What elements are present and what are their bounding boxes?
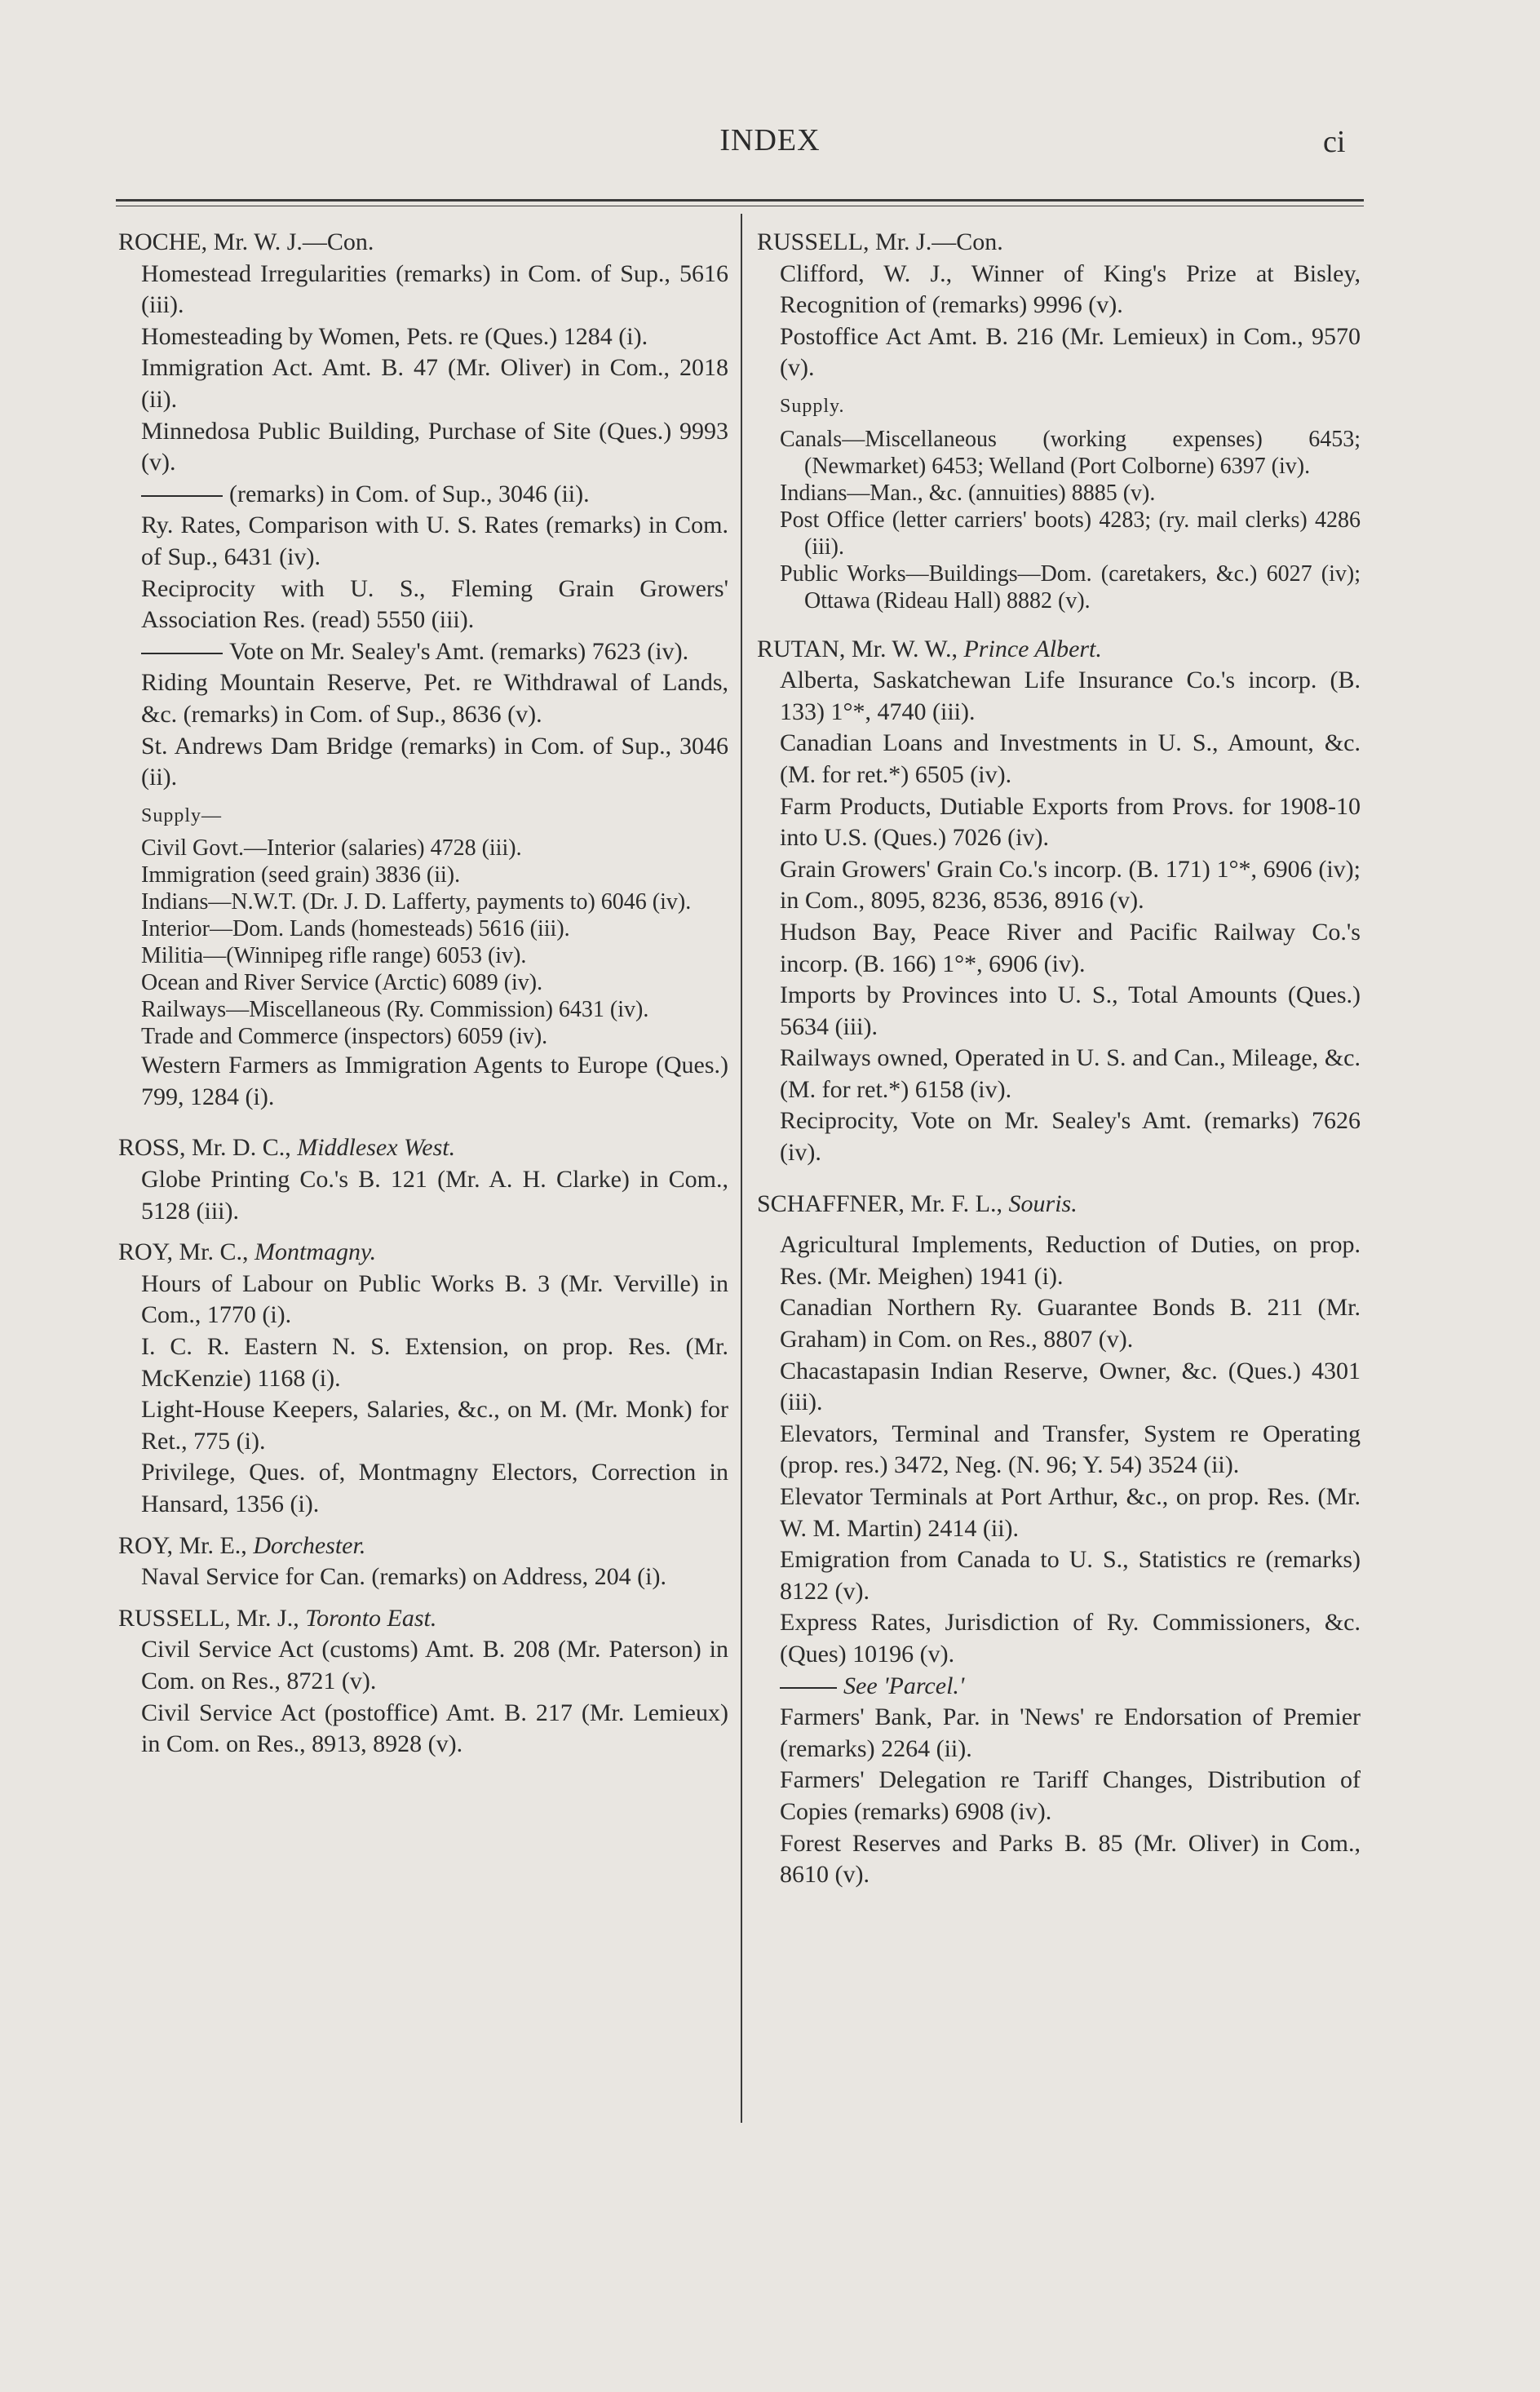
index-entry: Grain Growers' Grain Co.'s incorp. (B. 171) 1°*, 6906 (iv); in Com., 8095, 8236, 8536, 8916 (v).	[780, 855, 1361, 915]
member-riding: Dorchester.	[253, 1531, 366, 1559]
entry-heading	[118, 1132, 728, 1164]
index-entry	[118, 479, 728, 511]
cross-reference: See 'Parcel.'	[843, 1672, 965, 1699]
supply-entry: Ocean and River Service (Arctic) 6089 (iv).	[141, 970, 543, 996]
supply-entry: Trade and Commerce (inspectors) 6059 (iv).	[141, 1024, 548, 1050]
supply-entry: Indians—N.W.T. (Dr. J. D. Lafferty, payments to) 6046 (iv).	[141, 889, 692, 915]
supply-entry: Public Works—Buildings—Dom. (caretakers, &c.) 6027 (iv); Ottawa (Rideau Hall) 8882 (v).	[780, 560, 1361, 614]
index-entry	[757, 1671, 1361, 1703]
index-entry: Hours of Labour on Public Works B. 3 (Mr. Verville) in Com., 1770 (i).	[141, 1269, 728, 1329]
member-riding: Middlesex West.	[297, 1134, 456, 1162]
entry-text: Vote on Mr. Sealey's Amt. (remarks) 7623 (iv).	[229, 637, 689, 665]
index-entry: Globe Printing Co.'s B. 121 (Mr. A. H. Clarke) in Com., 5128 (iii).	[141, 1166, 728, 1225]
index-entry: Clifford, W. J., Winner of King's Prize at Bisley, Recognition of (remarks) 9996 (v).	[780, 259, 1361, 319]
index-entry: I. C. R. Eastern N. S. Extension, on prop. Res. (Mr. McKenzie) 1168 (i).	[141, 1333, 728, 1392]
index-entry: Minnedosa Public Building, Purchase of Site (Ques.) 9993 (v).	[141, 417, 728, 476]
index-entry: Riding Mountain Reserve, Pet. re Withdrawal of Lands, &c. (remarks) in Com. of Sup., 8636 (v).	[141, 669, 728, 728]
index-entry: Reciprocity, Vote on Mr. Sealey's Amt. (remarks) 7626 (iv).	[780, 1107, 1361, 1167]
index-entry: Forest Reserves and Parks B. 85 (Mr. Oliver) in Com., 8610 (v).	[780, 1829, 1361, 1889]
entry-heading: RUSSELL, Mr. J.—Con.	[757, 228, 1003, 255]
supply-entry: Immigration (seed grain) 3836 (ii).	[141, 862, 461, 888]
spacer	[757, 1169, 1361, 1189]
spacer	[118, 1113, 728, 1132]
spacer	[757, 1220, 1361, 1229]
index-entry: Canadian Northern Ry. Guarantee Bonds B. 211 (Mr. Graham) in Com. on Res., 8807 (v).	[780, 1294, 1361, 1353]
index-entry: Privilege, Ques. of, Montmagny Electors, Correction in Hansard, 1356 (i).	[141, 1459, 728, 1517]
ditto-dash	[141, 653, 223, 654]
supply-entry: Railways—Miscellaneous (Ry. Commission) 6431 (iv).	[141, 997, 649, 1023]
index-entry: Light-House Keepers, Salaries, &c., on M. (Mr. Monk) for Ret., 775 (i).	[141, 1396, 728, 1455]
index-entry: Canadian Loans and Investments in U. S., Amount, &c. (M. for ret.*) 6505 (iv).	[780, 729, 1361, 788]
index-entry: St. Andrews Dam Bridge (remarks) in Com. of Sup., 3046 (ii).	[141, 732, 728, 791]
supply-entry: Militia—(Winnipeg rifle range) 6053 (iv).	[141, 943, 527, 969]
index-entry: Elevator Terminals at Port Arthur, &c., on prop. Res. (Mr. W. M. Martin) 2414 (ii).	[780, 1483, 1361, 1542]
entry-heading	[757, 634, 1361, 666]
index-entry	[118, 636, 728, 668]
left-column	[118, 227, 728, 1761]
index-entry: Western Farmers as Immigration Agents to Europe (Ques.) 799, 1284 (i).	[141, 1052, 728, 1110]
index-entry: Civil Service Act (postoffice) Amt. B. 217 (Mr. Lemieux) in Com. on Res., 8913, 8928 (v).	[141, 1699, 728, 1758]
entry-heading	[118, 1603, 728, 1635]
index-entry: Farmers' Bank, Par. in 'News' re Endorsation of Premier (remarks) 2264 (ii).	[780, 1703, 1361, 1762]
index-entry: Alberta, Saskatchewan Life Insurance Co.'s incorp. (B. 133) 1°*, 4740 (iii).	[780, 667, 1361, 725]
index-entry: Reciprocity with U. S., Fleming Grain Growers' Association Res. (read) 5550 (iii).	[141, 574, 728, 634]
supply-entry: Post Office (letter carriers' boots) 4283; (ry. mail clerks) 4286 (iii).	[780, 507, 1361, 560]
index-entry: Imports by Provinces into U. S., Total Amounts (Ques.) 5634 (iii).	[780, 981, 1361, 1040]
index-entry: Railways owned, Operated in U. S. and Can., Mileage, &c. (M. for ret.*) 6158 (iv).	[780, 1044, 1361, 1103]
member-name: ROSS, Mr. D. C.,	[118, 1134, 298, 1162]
column-divider	[741, 214, 742, 2123]
index-entry: Postoffice Act Amt. B. 216 (Mr. Lemieux) in Com., 9570 (v).	[780, 322, 1361, 382]
spacer	[118, 1521, 728, 1530]
ditto-dash	[141, 495, 223, 497]
index-entry: Elevators, Terminal and Transfer, System re Operating (prop. res.) 3472, Neg. (N. 96; Y. 54) 3524 (ii).	[780, 1420, 1361, 1479]
entry-heading	[118, 1530, 728, 1562]
index-entry: Hudson Bay, Peace River and Pacific Railway Co.'s incorp. (B. 166) 1°*, 6906 (iv).	[780, 918, 1361, 977]
index-entry: Homesteading by Women, Pets. re (Ques.) 1284 (i).	[141, 322, 648, 350]
member-riding: Prince Albert.	[963, 635, 1102, 662]
index-entry: Homestead Irregularities (remarks) in Com. of Sup., 5616 (iii).	[141, 259, 728, 319]
supply-entry: Canals—Miscellaneous (working expenses) 6453; (Newmarket) 6453; Welland (Port Colborne) 6397 (iv).	[780, 426, 1361, 479]
index-entry: Express Rates, Jurisdiction of Ry. Commissioners, &c. (Ques) 10196 (v).	[780, 1609, 1361, 1668]
member-name: SCHAFFNER, Mr. F. L.,	[757, 1189, 1009, 1217]
supply-subheading: Supply—	[141, 804, 223, 826]
right-column	[757, 227, 1361, 1891]
member-name: RUSSELL, Mr. J.,	[118, 1604, 306, 1632]
spacer	[757, 614, 1361, 634]
page-title: INDEX	[719, 123, 821, 157]
entry-heading	[757, 1189, 1361, 1220]
member-name: RUTAN, Mr. W. W.,	[757, 635, 964, 662]
entry-heading: ROCHE, Mr. W. J.—Con.	[118, 228, 374, 255]
index-entry: Chacastapasin Indian Reserve, Owner, &c. (Ques.) 4301 (iii).	[780, 1357, 1361, 1416]
supply-entry: Interior—Dom. Lands (homesteads) 5616 (iii).	[141, 916, 570, 942]
entry-heading	[118, 1237, 728, 1269]
member-riding: Montmagny.	[254, 1238, 377, 1266]
member-riding: Souris.	[1008, 1189, 1078, 1217]
index-entry: Naval Service for Can. (remarks) on Address, 204 (i).	[141, 1563, 666, 1591]
member-name: ROY, Mr. C.,	[118, 1238, 254, 1266]
supply-subheading: Supply.	[780, 395, 845, 417]
entry-text: (remarks) in Com. of Sup., 3046 (ii).	[229, 480, 590, 507]
index-entry: Farmers' Delegation re Tariff Changes, Distribution of Copies (remarks) 6908 (iv).	[780, 1766, 1361, 1825]
index-entry: Ry. Rates, Comparison with U. S. Rates (remarks) in Com. of Sup., 6431 (iv).	[141, 512, 728, 570]
index-entry: Emigration from Canada to U. S., Statistics re (remarks) 8122 (v).	[780, 1546, 1361, 1605]
header-rule	[116, 199, 1364, 202]
index-entry: Agricultural Implements, Reduction of Duties, on prop. Res. (Mr. Meighen) 1941 (i).	[780, 1231, 1361, 1290]
index-entry: Immigration Act. Amt. B. 47 (Mr. Oliver) in Com., 2018 (ii).	[141, 354, 728, 413]
member-riding: Toronto East.	[305, 1604, 437, 1632]
supply-entry: Civil Govt.—Interior (salaries) 4728 (iii).	[141, 835, 522, 862]
spacer	[118, 1593, 728, 1603]
page-number: ci	[1323, 125, 1346, 159]
index-entry: Farm Products, Dutiable Exports from Provs. for 1908-10 into U.S. (Ques.) 7026 (iv).	[780, 792, 1361, 852]
spacer	[118, 1227, 728, 1237]
index-entry: Civil Service Act (customs) Amt. B. 208 (Mr. Paterson) in Com. on Res., 8721 (v).	[141, 1636, 728, 1694]
supply-entry: Indians—Man., &c. (annuities) 8885 (v).	[780, 480, 1156, 506]
member-name: ROY, Mr. E.,	[118, 1531, 254, 1559]
ditto-dash	[780, 1687, 837, 1689]
